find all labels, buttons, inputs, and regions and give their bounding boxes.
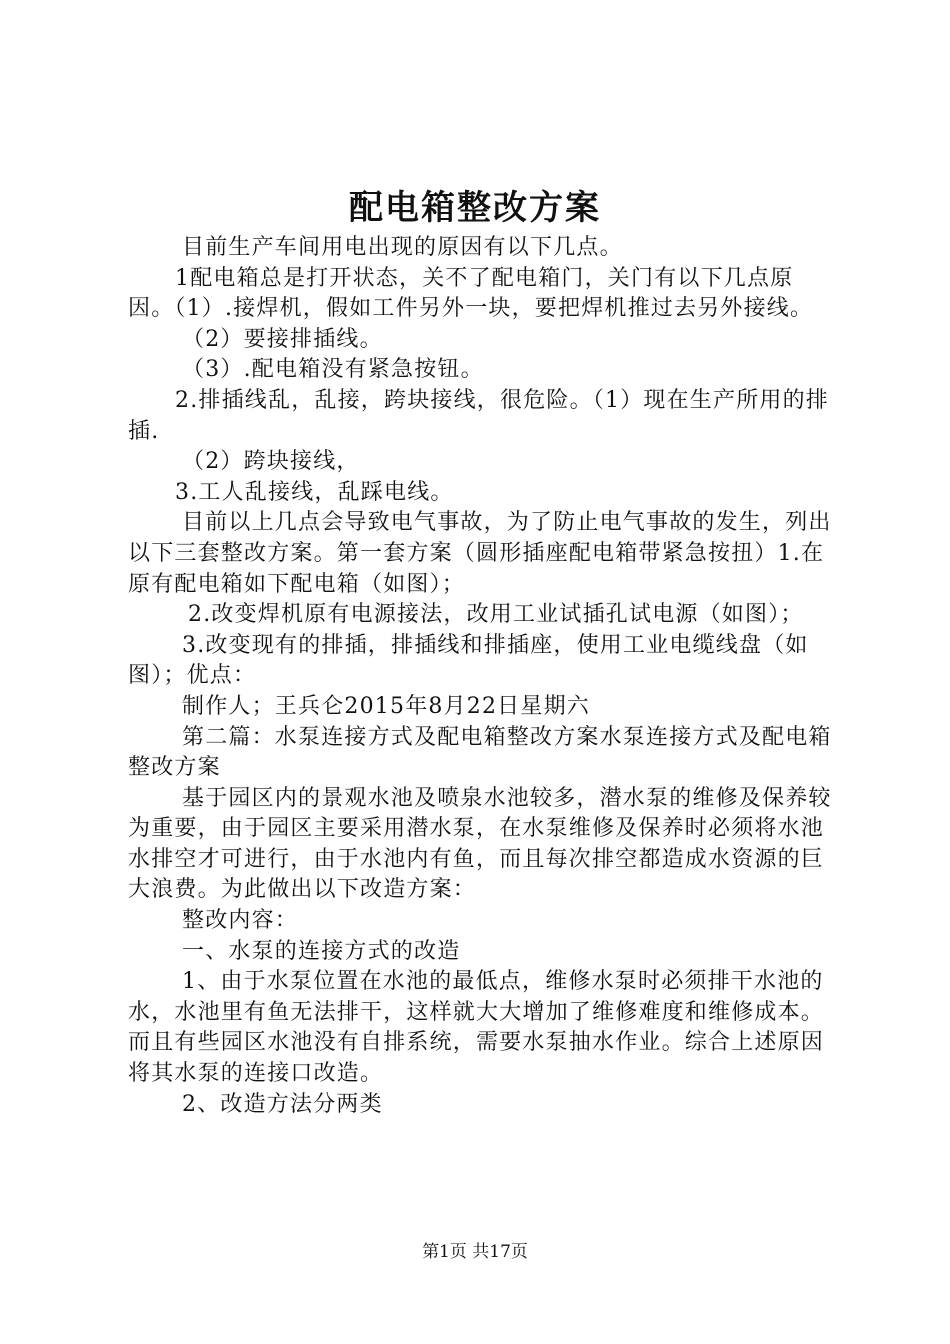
paragraph: （2）跨块接线， <box>182 449 360 475</box>
paragraph: 基于园区内的景观水池及喷泉水池较多，潜水泵的维修及保养较为重要，由于园区主要采用潜水泵，在水泵维修及保养时必须将水池水排空才可进行，由于水池内有鱼，而且每次排空都造成水资源的巨大浪费。为此做出以下改造方案： <box>128 785 832 903</box>
paragraph: 2、改造方法分两类 <box>182 1091 383 1117</box>
paragraph: 1配电箱总是打开状态，关不了配电箱门，关门有以下几点原因。（1）.接焊机，假如工件另外一块，要把焊机推过去另外接线。 <box>128 265 814 322</box>
document-body <box>128 233 836 1120</box>
page-number: 第1页 共17页 <box>422 1242 528 1262</box>
paragraph: 一、水泵的连接方式的改造 <box>182 938 461 964</box>
paragraph: 3.改变现有的排插，排插线和排插座，使用工业电缆线盘（如图）；优点： <box>128 632 809 689</box>
paragraph: 2.改变焊机原有电源接法，改用工业试插孔试电源（如图）； <box>188 602 804 628</box>
document-title: 配电箱整改方案 <box>349 188 601 228</box>
paragraph: （3）.配电箱没有紧急按钮。 <box>182 357 484 383</box>
paragraph: 目前以上几点会导致电气事故，为了防止电气事故的发生，列出以下三套整改方案。第一套方案（圆形插座配电箱带紧急按扭）1.在原有配电箱如下配电箱（如图）； <box>128 510 832 597</box>
paragraph: 3.工人乱接线，乱踩电线。 <box>175 479 454 505</box>
paragraph: 目前生产车间用电出现的原因有以下几点。 <box>182 235 623 260</box>
paragraph: 2.排插线乱，乱接，跨块接线，很危险。（1）现在生产所用的排插. <box>128 387 829 444</box>
paragraph: （2）要接排插线。 <box>182 326 383 352</box>
paragraph: 1、由于水泵位置在水池的最低点，维修水泵时必须排干水池的水，水池里有鱼无法排干，这样就大大增加了维修难度和维修成本。而且有些园区水池没有自排系统，需要水泵抽水作业。综合上述原因将其水泵的连接口改造。 <box>128 969 825 1087</box>
paragraph: 整改内容： <box>182 908 299 934</box>
paragraph: 第二篇：水泵连接方式及配电箱整改方案水泵连接方式及配电箱整改方案 <box>128 724 832 781</box>
paragraph: 制作人；王兵仑2015年8月22日星期六 <box>182 693 590 719</box>
